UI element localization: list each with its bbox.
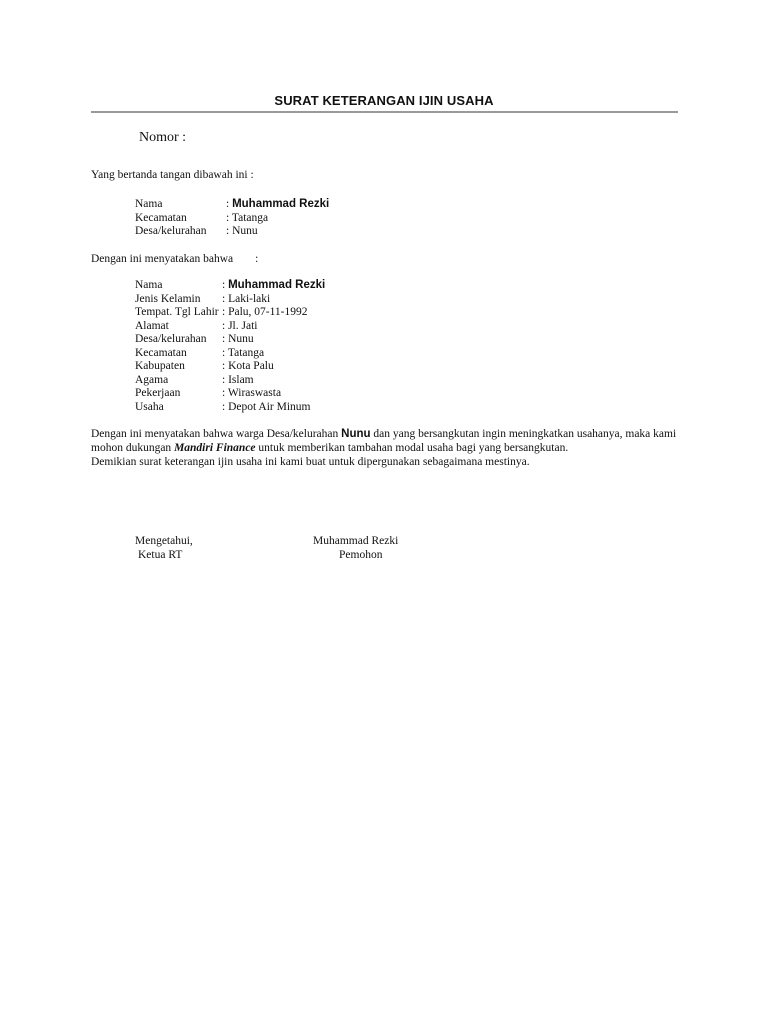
text-run: dan yang bersangkutan ingin meningkatkan usahanya, maka kami xyxy=(370,428,677,440)
signature-right-role: Pemohon xyxy=(339,549,383,561)
field-value: : Nunu xyxy=(222,333,254,345)
field-label: Usaha xyxy=(135,400,164,413)
subject-row-name xyxy=(135,279,325,293)
subject-row-gender xyxy=(135,293,325,307)
field-label: Pekerjaan xyxy=(135,387,181,399)
subject-row-birth xyxy=(135,306,325,320)
field-label: Desa/kelurahan xyxy=(135,333,207,345)
field-label: Desa/kelurahan xyxy=(135,225,207,237)
document-title: SURAT KETERANGAN IJIN USAHA xyxy=(274,93,494,108)
field-value: : Islam xyxy=(222,373,254,386)
subject-intro-colon: : xyxy=(255,253,259,265)
subject-row-kabupaten xyxy=(135,360,325,374)
field-label: Jenis Kelamin xyxy=(135,292,201,305)
field-colon: : xyxy=(222,279,229,291)
field-value: : Nunu xyxy=(226,225,258,237)
field-label: Nama xyxy=(135,279,163,291)
field-value: : Tatanga xyxy=(226,211,269,224)
title-divider xyxy=(91,111,678,113)
text-run: Dengan ini menyatakan bahwa warga Desa/kelurahan xyxy=(91,428,342,440)
subject-row-occupation xyxy=(135,387,325,401)
signer-intro: Yang bertanda tangan dibawah ini : xyxy=(91,169,254,181)
signature-left-role: Ketua RT xyxy=(138,549,183,561)
statement-line-2 xyxy=(91,441,681,455)
signer-row-kecamatan xyxy=(135,212,329,226)
subject-intro xyxy=(91,252,258,266)
field-value: : Kota Palu xyxy=(222,360,274,372)
text-run: untuk memberikan tambahan modal usaha bagi yang bersangkutan. xyxy=(255,442,569,454)
signer-row-name xyxy=(135,198,329,212)
signature-block-left xyxy=(135,534,193,562)
statement-line-1 xyxy=(91,427,681,441)
signature-left-caption: Mengetahui, xyxy=(135,535,193,547)
field-label: Nama xyxy=(135,198,163,210)
village-name: Nunu xyxy=(341,428,371,440)
field-label: Kecamatan xyxy=(135,346,187,359)
field-value: : Jl. Jati xyxy=(222,319,258,332)
field-value-strong: Muhammad Rezki xyxy=(228,279,326,291)
statement-paragraph xyxy=(91,427,681,469)
signature-block-right xyxy=(313,534,398,562)
field-label: Agama xyxy=(135,373,169,386)
subject-row-address xyxy=(135,320,325,334)
field-value-strong: Muhammad Rezki xyxy=(232,198,330,210)
field-value: : Palu, 07-11-1992 xyxy=(222,306,308,318)
signature-right-name: Muhammad Rezki xyxy=(313,535,399,547)
field-label: Alamat xyxy=(135,319,169,332)
subject-intro-text: Dengan ini menyatakan bahwa xyxy=(91,253,234,265)
field-value: : Wiraswasta xyxy=(222,387,282,399)
field-label: Tempat. Tgl Lahir xyxy=(135,306,219,318)
subject-row-religion xyxy=(135,374,325,388)
statement-line-3: Demikian surat keterangan ijin usaha ini kami buat untuk dipergunakan sebagaimana mestinya. xyxy=(91,456,530,468)
document-number: Nomor : xyxy=(139,130,187,145)
signer-row-desa xyxy=(135,225,329,239)
field-value: : Tatanga xyxy=(222,346,265,359)
subject-row-kecamatan xyxy=(135,347,325,361)
field-colon: : xyxy=(226,198,233,210)
finance-company-name: Mandiri Finance xyxy=(174,442,256,454)
field-label: Kecamatan xyxy=(135,211,187,224)
field-value: : Depot Air Minum xyxy=(222,400,311,413)
field-label: Kabupaten xyxy=(135,360,185,372)
subject-fields xyxy=(135,279,325,414)
subject-row-desa xyxy=(135,333,325,347)
signer-fields xyxy=(135,198,329,239)
text-run: mohon dukungan xyxy=(91,442,175,454)
subject-row-business xyxy=(135,401,325,415)
field-value: : Laki-laki xyxy=(222,292,271,305)
